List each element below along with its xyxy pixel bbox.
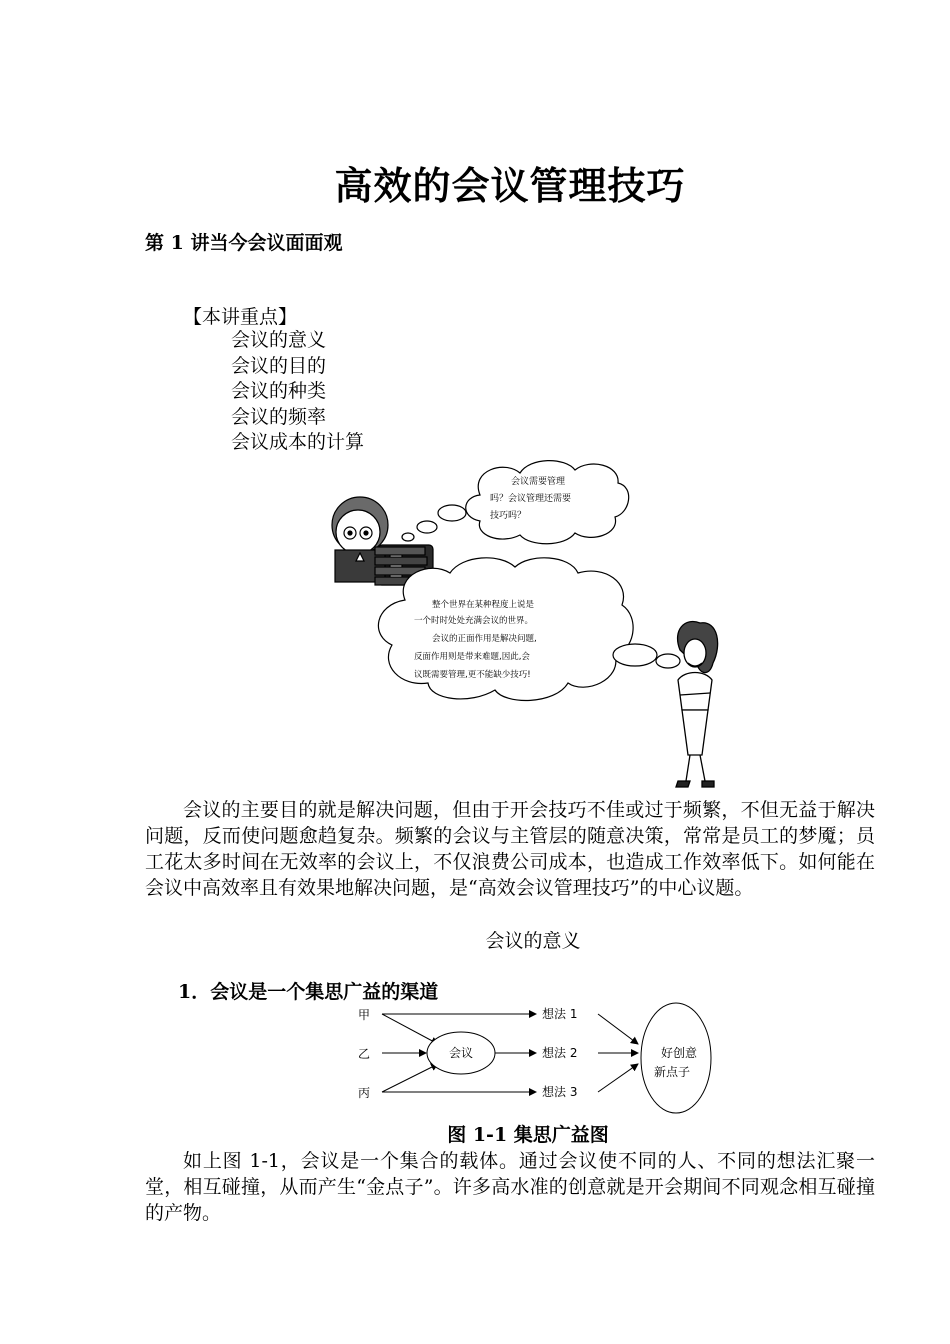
key-points-list (231, 328, 364, 456)
bubble-man-line: 技巧吗？ (490, 511, 527, 521)
bubble-woman-line: 会议的正面作用是解决问题, (432, 634, 537, 644)
result-label: 新点子 (653, 1065, 691, 1079)
bubble-man-line: 会议需要管理 (511, 477, 566, 487)
meeting-node-label: 会议 (448, 1046, 474, 1060)
figure-caption: 图 1-1 集思广益图 (447, 1124, 609, 1146)
input-person: 乙 (358, 1047, 371, 1061)
meeting-cartoon-illustration (330, 455, 740, 795)
idea-label: 想法 2 (542, 1046, 578, 1060)
result-label: 好创意 (660, 1046, 698, 1060)
bubble-woman-line: 整个世界在某种程度上说是 (432, 600, 535, 610)
document-title: 高效的会议管理技巧 (334, 163, 686, 208)
key-point-item: 会议成本的计算 (231, 431, 365, 453)
bubble-woman-line: 议既需要管理,更不能缺少技巧! (414, 670, 531, 680)
intro-paragraph: 会议的主要目的就是解决问题，但由于开会技巧不佳或过于频繁，不但无益于解决问题，反而使问题愈趋复杂。频繁的会议与主管层的随意决策，常常是员工的梦魇；员工花太多时间在无效率的会议上，不仅浪费公司成本，也造成工作效率低下。如何能在会议中高效率且有效果地解决问题，是“高效会议管理技巧”的中心议题。 (145, 799, 875, 899)
key-point-item: 会议的种类 (231, 380, 327, 402)
bubble-woman-line: 一个时时处处充满会议的世界。 (414, 616, 534, 626)
idea-label: 想法 3 (542, 1085, 578, 1099)
bubble-man-line: 吗？会议管理还需要 (490, 494, 572, 504)
key-point-item: 会议的目的 (231, 354, 327, 377)
brainstorm-diagram (340, 1000, 720, 1118)
key-points-heading: 【本讲重点】 (183, 306, 298, 328)
idea-label: 想法 1 (542, 1007, 578, 1021)
explain-paragraph: 如上图 1-1，会议是一个集合的载体。通过会议使不同的人、不同的想法汇聚一堂，相互碰撞，从而产生“金点子”。许多高水准的创意就是开会期间不同观念相互碰撞的产物。 (145, 1150, 875, 1224)
lecture-heading: 第 1 讲当今会议面面观 (145, 232, 343, 254)
input-person: 丙 (358, 1086, 371, 1100)
businesswoman-cartoon (676, 622, 718, 787)
bubble-woman-line: 反面作用则是带来难题,因此,会 (414, 652, 530, 662)
input-person: 甲 (358, 1008, 371, 1022)
section-title: 会议的意义 (485, 930, 581, 952)
key-point-item: 会议的频率 (231, 405, 327, 428)
key-point-item: 会议的意义 (231, 329, 327, 351)
point-heading: 1．会议是一个集思广益的渠道 (178, 981, 439, 1003)
